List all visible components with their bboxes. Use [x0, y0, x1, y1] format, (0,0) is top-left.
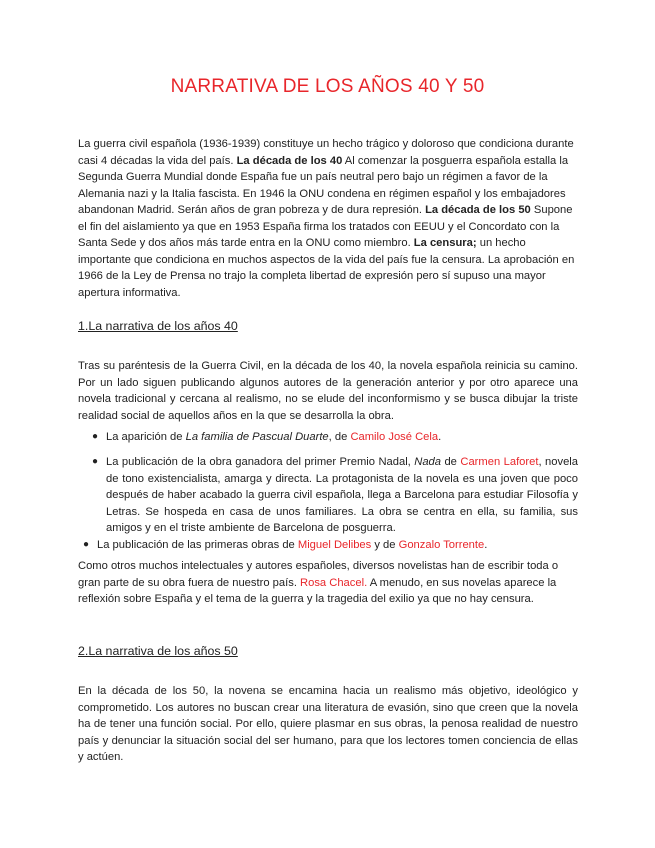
intro-text-1: La guerra civil española (1936-1939) constituye un hecho trágico y doloroso que condiciona durante casi 4 décadas la vida del país. [78, 138, 574, 167]
section-1-paragraph: Tras su paréntesis de la Guerra Civil, en la década de los 40, la novela española reinicia su camino. Por un lado siguen publicando algunos autores de la generación anterior y por otro aparece una novela tradicional y cercana al realismo, no se elude del inconformismo y se busca dibujar la triste realidad social de aquellos años en la que se desarrolla la obra. [78, 360, 578, 422]
bullet-text: y de [371, 539, 399, 551]
author-torrente: Gonzalo Torrente [398, 539, 485, 551]
bullet-text: , de [328, 431, 351, 443]
exile-text-1: Como otros muchos intelectuales y autores españoles, diversos novelistas han de escribir toda o gran parte de su obra fuera de nuestro país. [78, 560, 559, 589]
intro-bold-decade-50: La década de los 50 [425, 204, 531, 216]
bullet-dot-icon: ● [83, 539, 90, 550]
intro-paragraph [78, 136, 578, 301]
intro-bold-censura: La censura; [413, 237, 477, 249]
work-title: La familia de Pascual Duarte [185, 431, 329, 443]
author-cela: Camilo José Cela [350, 431, 439, 443]
intro-bold-decade-40: La década de los 40 [236, 154, 343, 167]
section-2-heading: 2.La narrativa de los años 50 [78, 644, 238, 658]
bullet-dot-icon: ● [92, 456, 99, 467]
section-2-paragraph: En la década de los 50, la novena se encamina hacia un realismo más objetivo, ideológico y comprometido. Los autores no buscan crear una literatura de evasión, sino que creen que la novela ha de tener una función social. Por ello, quiere plasmar en sus obras, la penosa realidad de nuestro país y denunciar la situación social del ser humano, para que los lectores tomen conciencia de ellas y actúen. [78, 685, 578, 763]
work-title: Nada [414, 456, 441, 468]
bullet-dot-icon: ● [92, 431, 99, 442]
bullet-text: de [441, 456, 461, 468]
list-item-delibes-torrente [83, 537, 578, 554]
page-title: NARRATIVA DE LOS AÑOS 40 Y 50 [170, 76, 485, 97]
exile-paragraph [78, 558, 578, 608]
bullet-text: La publicación de la obra ganadora del primer Premio Nadal, [106, 456, 415, 468]
list-item-pascual-duarte [92, 429, 578, 446]
intro-text-3: Supone el fin del aislamiento ya que en 1953 España firma los tratados con EEUU y el Concordato con la Santa Sede y dos años más tarde entra en la ONU como miembro. [78, 204, 573, 249]
author-delibes: Miguel Delibes [297, 539, 372, 551]
intro-text-2: Al comenzar la posguerra española estalla la Segunda Guerra Mundial donde España fue un país neutral pero bajo un régimen a favor de la Alemania nazi y la Italia fascista. En 1946 la ONU condena en régimen español y los embajadores abandonan Madrid. Serán años de gran pobreza y de dura represión. [78, 154, 569, 216]
list-item-nada [92, 454, 579, 537]
intro-text-4: un hecho importante que condiciona en muchos aspectos de la vida del país fue la censura. La aprobación en 1966 de la Ley de Prensa no trajo la completa libertad de expresión pero sí supuso una mayor apertura informativa. [78, 237, 575, 299]
bullet-text: , novela de tono existencialista, amarga y directa. La protagonista de la novela es una joven que poco después de haber acabado la guerra civil española, llega a Barcelona para estudiar Filosofía y Letras. Se hospeda en casa de unos familiares. La obra se centra en ella, su familia, sus amigos y en el triste ambiente de Barcelona de posguerra. [106, 456, 579, 534]
bullet-text: . [484, 539, 488, 551]
bullet-text: La publicación de las primeras obras de [97, 539, 298, 551]
author-chacel: Rosa Chacel. [300, 576, 368, 589]
section-1-heading: 1.La narrativa de los años 40 [78, 319, 238, 333]
bullet-text: . [438, 431, 442, 443]
exile-text-2: A menudo, en sus novelas aparece la reflexión sobre España y el tema de la guerra y la tragedia del exilio ya que no hay censura. [78, 576, 557, 605]
bullet-text: La aparición de [106, 431, 186, 443]
author-laforet: Carmen Laforet [460, 456, 539, 468]
